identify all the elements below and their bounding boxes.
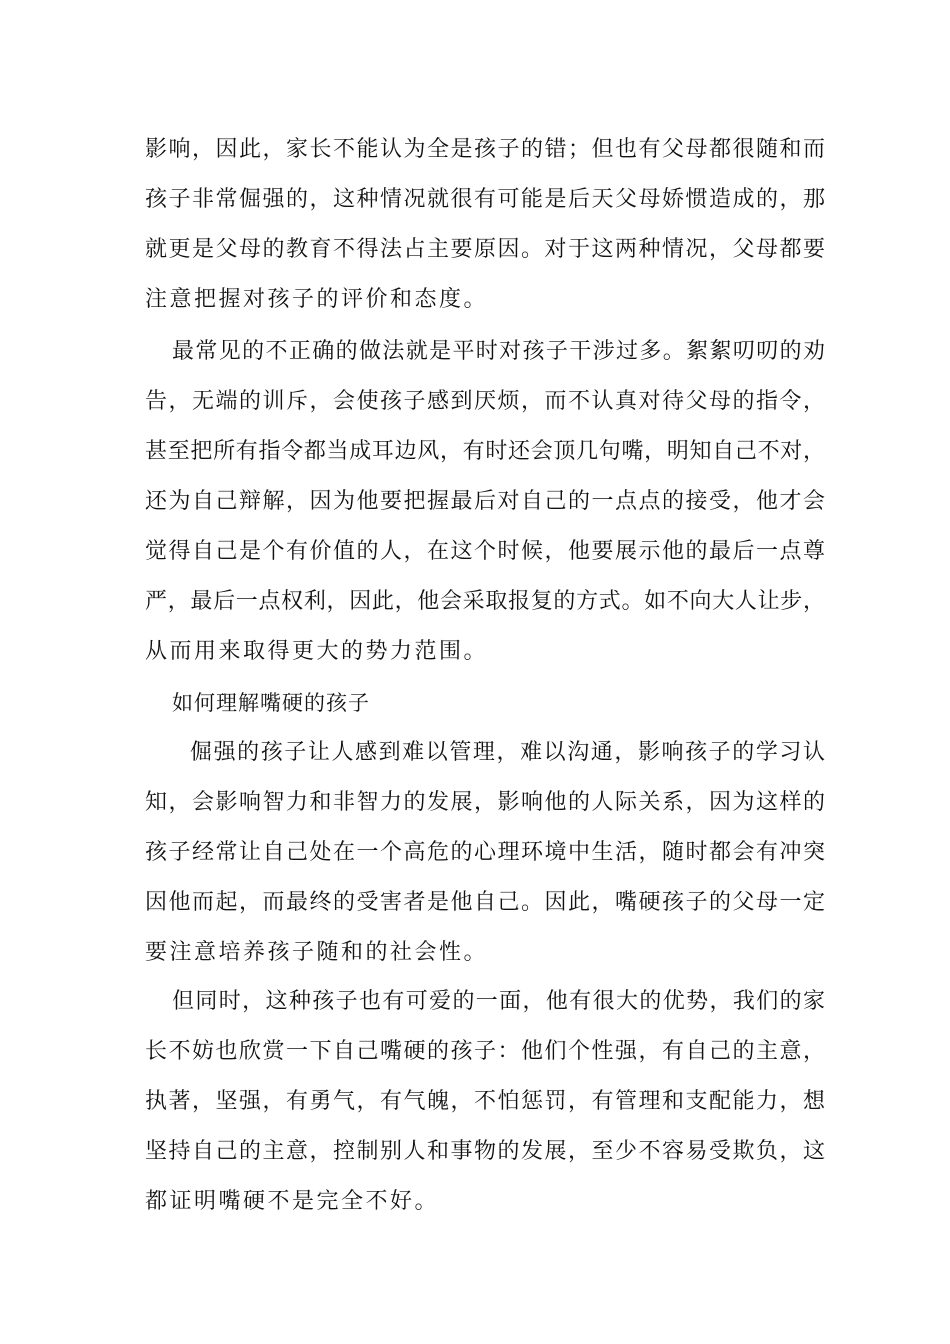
paragraph-line: 因他而起，而最终的受害者是他自己。因此，嘴硬孩子的父母一定 [145, 890, 825, 915]
paragraph-line: 孩子经常让自己处在一个高危的心理环境中生活，随时都会有冲突 [145, 840, 825, 865]
paragraph-line: 告，无端的训斥，会使孩子感到厌烦，而不认真对待父母的指令， [145, 389, 825, 414]
paragraph-line: 影响，因此，家长不能认为全是孩子的错；但也有父母都很随和而 [145, 137, 825, 162]
paragraph-line: 执著，坚强，有勇气，有气魄，不怕惩罚，有管理和支配能力，想 [145, 1089, 825, 1114]
section-heading: 如何理解嘴硬的孩子 [172, 691, 370, 715]
paragraph-line: 最常见的不正确的做法就是平时对孩子干涉过多。絮絮叨叨的劝 [172, 339, 825, 364]
paragraph-line: 甚至把所有指令都当成耳边风，有时还会顶几句嘴，明知自己不对， [145, 439, 825, 464]
paragraph-line: 孩子非常倔强的，这种情况就很有可能是后天父母娇惯造成的，那 [145, 187, 825, 212]
paragraph-line: 严，最后一点权利，因此，他会采取报复的方式。如不向大人让步， [145, 589, 825, 614]
paragraph-line: 坚持自己的主意，控制别人和事物的发展，至少不容易受欺负，这 [145, 1139, 825, 1164]
paragraph-line: 都证明嘴硬不是完全不好。 [145, 1189, 440, 1214]
paragraph-line: 从而用来取得更大的势力范围。 [145, 639, 489, 664]
paragraph-line: 就更是父母的教育不得法占主要原因。对于这两种情况，父母都要 [145, 237, 825, 262]
paragraph-line: 倔强的孩子让人感到难以管理，难以沟通，影响孩子的学习认 [190, 740, 825, 765]
paragraph-line: 要注意培养孩子随和的社会性。 [145, 940, 489, 965]
paragraph-line: 但同时，这种孩子也有可爱的一面，他有很大的优势，我们的家 [172, 989, 825, 1014]
paragraph-line: 长不妨也欣赏一下自己嘴硬的孩子：他们个性强，有自己的主意， [145, 1039, 825, 1064]
paragraph-line: 觉得自己是个有价值的人，在这个时候，他要展示他的最后一点尊 [145, 539, 825, 564]
paragraph-line: 还为自己辩解，因为他要把握最后对自己的一点点的接受，他才会 [145, 489, 825, 514]
paragraph-line: 知，会影响智力和非智力的发展，影响他的人际关系，因为这样的 [145, 790, 825, 815]
paragraph-line: 注意把握对孩子的评价和态度。 [145, 287, 489, 312]
